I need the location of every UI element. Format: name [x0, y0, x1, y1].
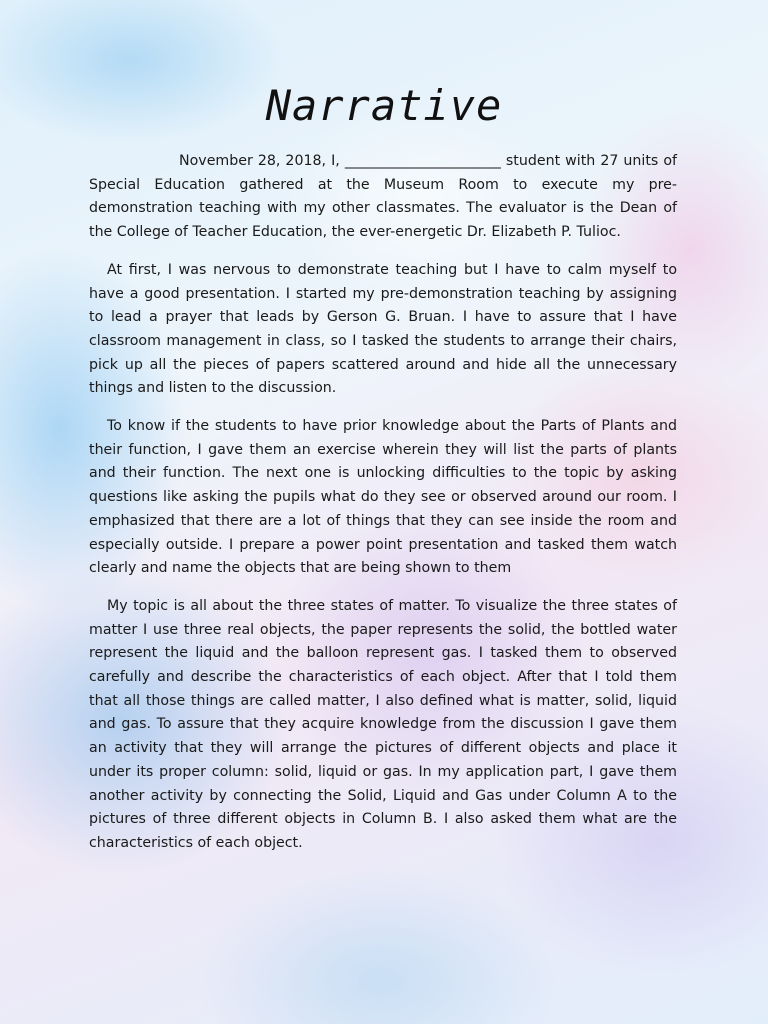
- paragraph-topic: My topic is all about the three states of matter. To visualize the three states of matter I use three real objects, the paper represents the solid, the bottled water represent the liquid and the balloon represent gas. I tasked them to observed carefully and describe the characteristics of each object. After that I told them that all those things are called matter, I also defined what is matter, solid, liquid and gas. To assure that they acquire knowledge from the discussion I gave them an activity that they will arrange the pictures of different objects and place it under its proper column: solid, liquid or gas. In my application part, I gave them another activity by connecting the Solid, Liquid and Gas under Column A to the pictures of three different objects in Column B. I also asked them what are the characteristics of each object.: [89, 597, 677, 851]
- document-body: [89, 150, 677, 870]
- paragraph-preparation: At first, I was nervous to demonstrate teaching but I have to calm myself to have a good presentation. I started my pre-demonstration teaching by assigning to lead a prayer that leads by Gerson G. Bruan. I have to assure that I have classroom management in class, so I tasked the students to arrange their chairs, pick up all the pieces of papers scattered around and hide all the unnecessary things and listen to the discussion.: [89, 261, 677, 397]
- paragraph-prior-knowledge: To know if the students to have prior knowledge about the Parts of Plants and their function, I gave them an exercise wherein they will list the parts of plants and their function. The next one is unlocking difficulties to the topic by asking questions like asking the pupils what do they see or observed around our room. I emphasized that there are a lot of things that they can see inside the room and especially outside. I prepare a power point presentation and tasked them watch clearly and name the objects that are being shown to them: [89, 418, 677, 577]
- document-title: Narrative: [265, 81, 503, 130]
- paragraph-intro: November 28, 2018, I, ______________________ student with 27 units of Special Education gathered at the Museum Room to execute my pre-demonstration teaching with my other classmates. The evaluator is the Dean of the College of Teacher Education, the ever-energetic Dr. Elizabeth P. Tulioc.: [89, 153, 677, 241]
